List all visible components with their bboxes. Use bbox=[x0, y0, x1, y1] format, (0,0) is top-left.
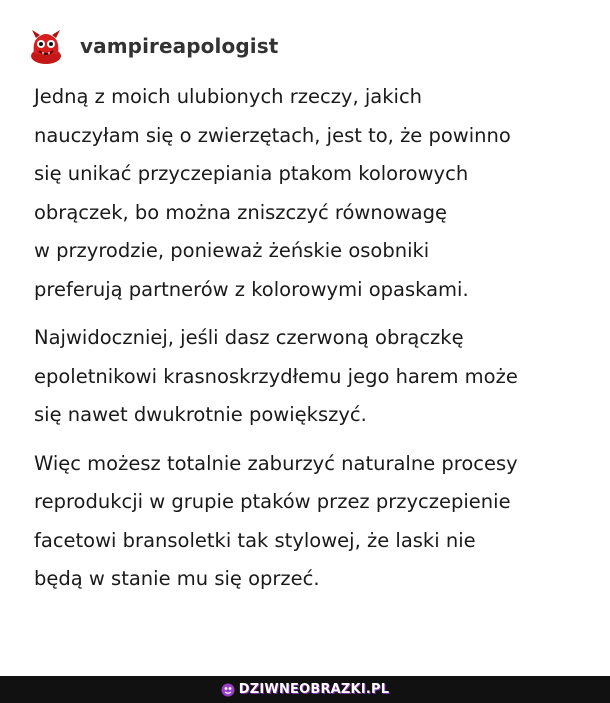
watermark-text: DZIWNEOBRAZKI.PL bbox=[238, 682, 390, 697]
text-line: reprodukcji w grupie ptaków przez przyczepienie bbox=[34, 490, 511, 513]
watermark-bar bbox=[0, 676, 610, 703]
post-paragraph-3 bbox=[34, 445, 604, 599]
post-paragraph-2 bbox=[34, 319, 604, 435]
post-header bbox=[26, 26, 278, 66]
text-line: nauczyłam się o zwierzętach, jest to, że powinno bbox=[34, 123, 511, 147]
text-line: Więc możesz totalnie zaburzyć naturalne procesy bbox=[34, 451, 518, 475]
purple-face-logo-icon bbox=[221, 683, 235, 697]
post-username[interactable]: vampireapologist bbox=[80, 34, 279, 58]
text-line: się nawet dwukrotnie powiększyć. bbox=[34, 403, 367, 426]
watermark-brand[interactable] bbox=[221, 676, 389, 703]
text-line: Jedną z moich ulubionych rzeczy, jakich bbox=[34, 85, 423, 108]
text-line: obrączek, bo można zniszczyć równowagę bbox=[34, 200, 447, 224]
text-line: będą w stanie mu się oprzeć. bbox=[34, 567, 320, 590]
post-body bbox=[34, 78, 604, 599]
text-line: epoletnikowi krasnoskrzydłemu jego harem może bbox=[34, 364, 518, 388]
text-line: w przyrodzie, ponieważ żeńskie osobniki bbox=[34, 239, 430, 262]
red-blob-avatar-icon[interactable] bbox=[26, 26, 66, 66]
text-line: facetowi bransoletki tak stylowej, że laski nie bbox=[34, 528, 476, 552]
post-paragraph-1 bbox=[34, 78, 604, 309]
text-line: Najwidoczniej, jeśli dasz czerwoną obrączkę bbox=[34, 326, 464, 349]
text-line: się unikać przyczepiania ptakom kolorowych bbox=[34, 162, 469, 185]
text-line: preferują partnerów z kolorowymi opaskami. bbox=[34, 277, 469, 301]
